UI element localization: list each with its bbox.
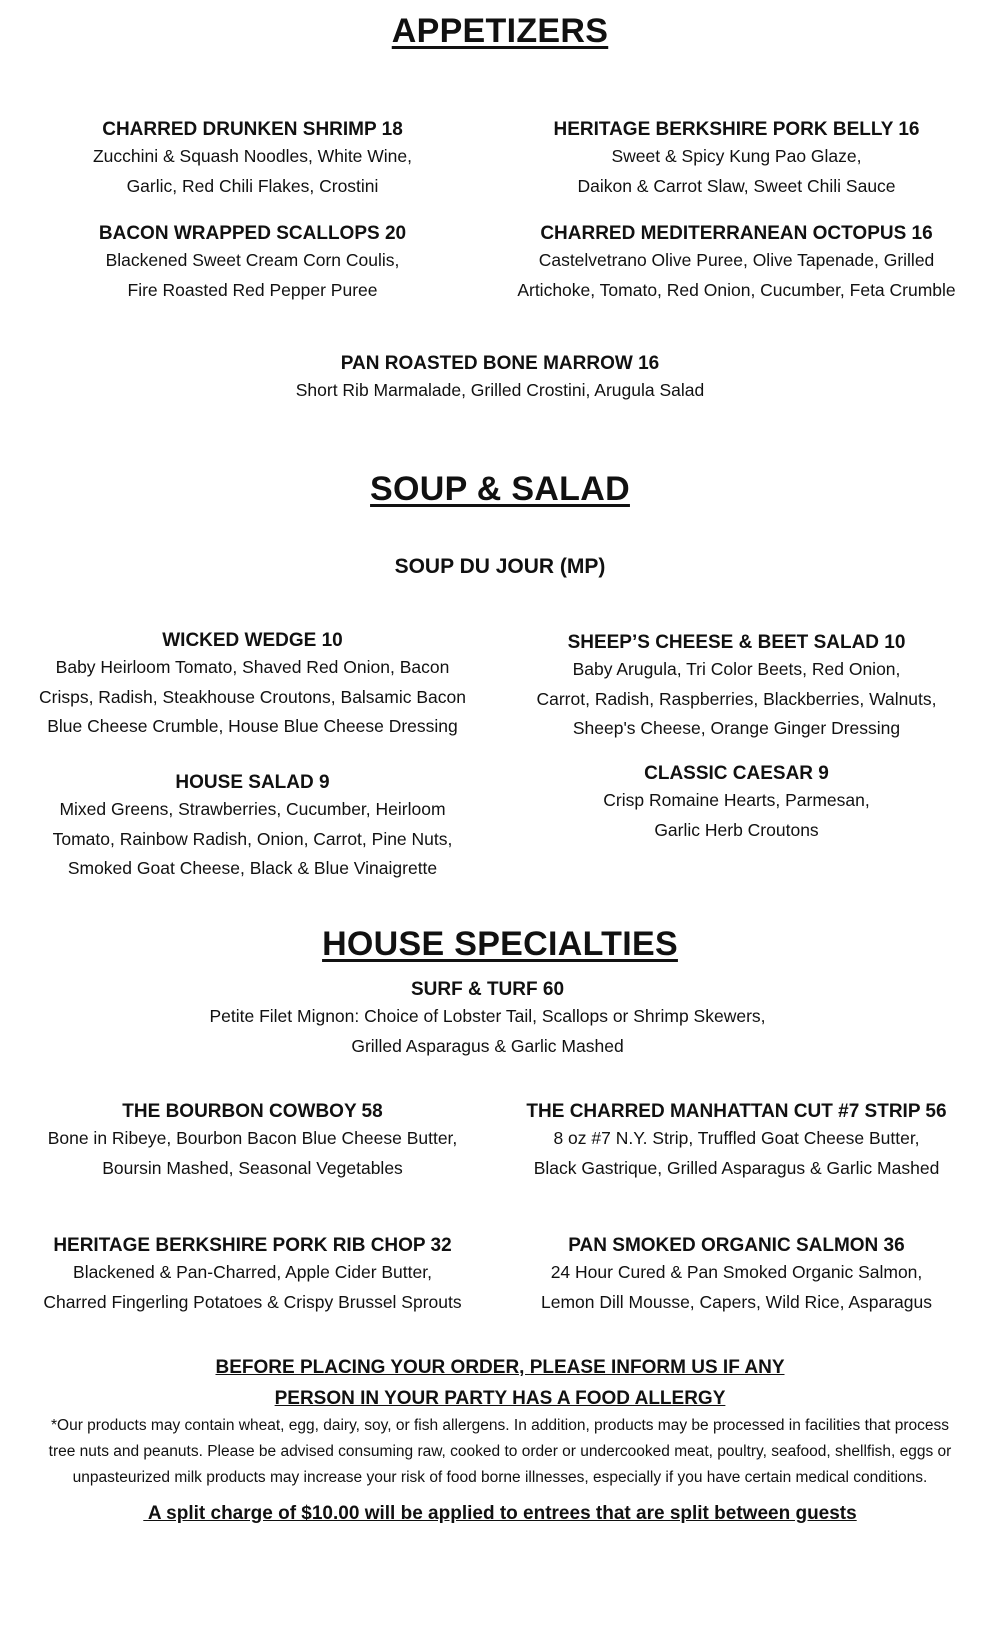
- menu-item: [0, 1234, 505, 1317]
- item-description: Baby Heirloom Tomato, Shaved Red Onion, Bacon Crisps, Radish, Steakhouse Croutons, Balsamic Bacon Blue Cheese Crumble, House Blue Cheese Dressing: [38, 657, 466, 736]
- menu-item: [0, 1100, 505, 1183]
- item-name: HOUSE SALAD 9: [175, 772, 330, 793]
- item-name: WICKED WEDGE 10: [162, 630, 343, 651]
- item-description: 8 oz #7 N.Y. Strip, Truffled Goat Cheese Butter, Black Gastrique, Grilled Asparagus & Garlic Mashed: [533, 1128, 940, 1178]
- item-description: Petite Filet Mignon: Choice of Lobster Tail, Scallops or Shrimp Skewers, Grilled Asparagus & Garlic Mashed: [209, 1006, 766, 1056]
- menu-item: [488, 1234, 985, 1317]
- specialties-title: HOUSE SPECIALTIES: [322, 925, 678, 963]
- item-name: CLASSIC CAESAR 9: [644, 763, 829, 784]
- menu-item: [488, 118, 985, 201]
- item-name: SHEEP’S CHEESE & BEET SALAD 10: [567, 632, 906, 653]
- item-description: Short Rib Marmalade, Grilled Crostini, Arugula Salad: [295, 380, 705, 400]
- item-name: PAN ROASTED BONE MARROW 16: [340, 353, 660, 374]
- item-name: THE CHARRED MANHATTAN CUT #7 STRIP 56: [526, 1101, 947, 1122]
- item-description: Zucchini & Squash Noodles, White Wine, Garlic, Red Chili Flakes, Crostini: [92, 146, 413, 196]
- item-description: Mixed Greens, Strawberries, Cucumber, Heirloom Tomato, Rainbow Radish, Onion, Carrot, Pine Nuts, Smoked Goat Cheese, Black & Blue Vinaigrette: [52, 799, 453, 878]
- menu-item: [488, 762, 985, 845]
- split-charge-notice: A split charge of $10.00 will be applied to entrees that are split between guests: [143, 1503, 857, 1524]
- menu-item: [0, 771, 505, 884]
- menu-item: [0, 978, 975, 1061]
- menu-item: [0, 629, 505, 742]
- item-name: CHARRED MEDITERRANEAN OCTOPUS 16: [540, 223, 933, 244]
- item-description: Sweet & Spicy Kung Pao Glaze, Daikon & Carrot Slaw, Sweet Chili Sauce: [577, 146, 896, 196]
- item-name: CHARRED DRUNKEN SHRIMP 18: [102, 119, 403, 140]
- menu-item: [0, 352, 1000, 406]
- item-description: Blackened Sweet Cream Corn Coulis, Fire Roasted Red Pepper Puree: [105, 250, 400, 300]
- allergy-disclaimer: *Our products may contain wheat, egg, dairy, soy, or fish allergens. In addition, products may be processed in facilities that process tree nuts and peanuts. Please be advised consuming raw, cooked to order or undercooked meat, poultry, seafood, shellfish, eggs or unpasteurized milk products may increase your risk of food borne illnesses, especially if you have certain medical conditions.: [48, 1417, 952, 1486]
- menu-item: [0, 118, 505, 201]
- menu-item: [488, 1100, 985, 1183]
- item-name: SURF & TURF 60: [410, 979, 565, 1000]
- appetizers-title: APPETIZERS: [391, 12, 609, 50]
- allergy-heading: BEFORE PLACING YOUR ORDER, PLEASE INFORM US IF ANY PERSON IN YOUR PARTY HAS A FOOD ALLERGY: [215, 1357, 785, 1409]
- item-description: Baby Arugula, Tri Color Beets, Red Onion, Carrot, Radish, Raspberries, Blackberries, Walnuts, Sheep's Cheese, Orange Ginger Dressing: [536, 659, 937, 738]
- soup-salad-title: SOUP & SALAD: [370, 470, 630, 508]
- item-name: PAN SMOKED ORGANIC SALMON 36: [568, 1235, 905, 1256]
- item-description: Blackened & Pan-Charred, Apple Cider Butter, Charred Fingerling Potatoes & Crispy Brussel Sprouts: [43, 1262, 462, 1312]
- menu-item: [488, 631, 985, 744]
- item-description: Castelvetrano Olive Puree, Olive Tapenade, Grilled Artichoke, Tomato, Red Onion, Cucumber, Feta Crumble: [517, 250, 956, 300]
- item-name: HERITAGE BERKSHIRE PORK RIB CHOP 32: [53, 1235, 452, 1256]
- item-description: Bone in Ribeye, Bourbon Bacon Blue Cheese Butter, Boursin Mashed, Seasonal Vegetables: [47, 1128, 458, 1178]
- item-name: BACON WRAPPED SCALLOPS 20: [98, 223, 407, 244]
- soup-of-the-day: SOUP DU JOUR (MP): [394, 555, 606, 578]
- item-description: Crisp Romaine Hearts, Parmesan, Garlic Herb Croutons: [603, 790, 870, 840]
- item-name: THE BOURBON COWBOY 58: [122, 1101, 383, 1122]
- menu-item: [488, 222, 985, 305]
- item-name: HERITAGE BERKSHIRE PORK BELLY 16: [553, 119, 920, 140]
- menu-item: [0, 222, 505, 305]
- item-description: 24 Hour Cured & Pan Smoked Organic Salmon, Lemon Dill Mousse, Capers, Wild Rice, Asparagus: [541, 1262, 932, 1312]
